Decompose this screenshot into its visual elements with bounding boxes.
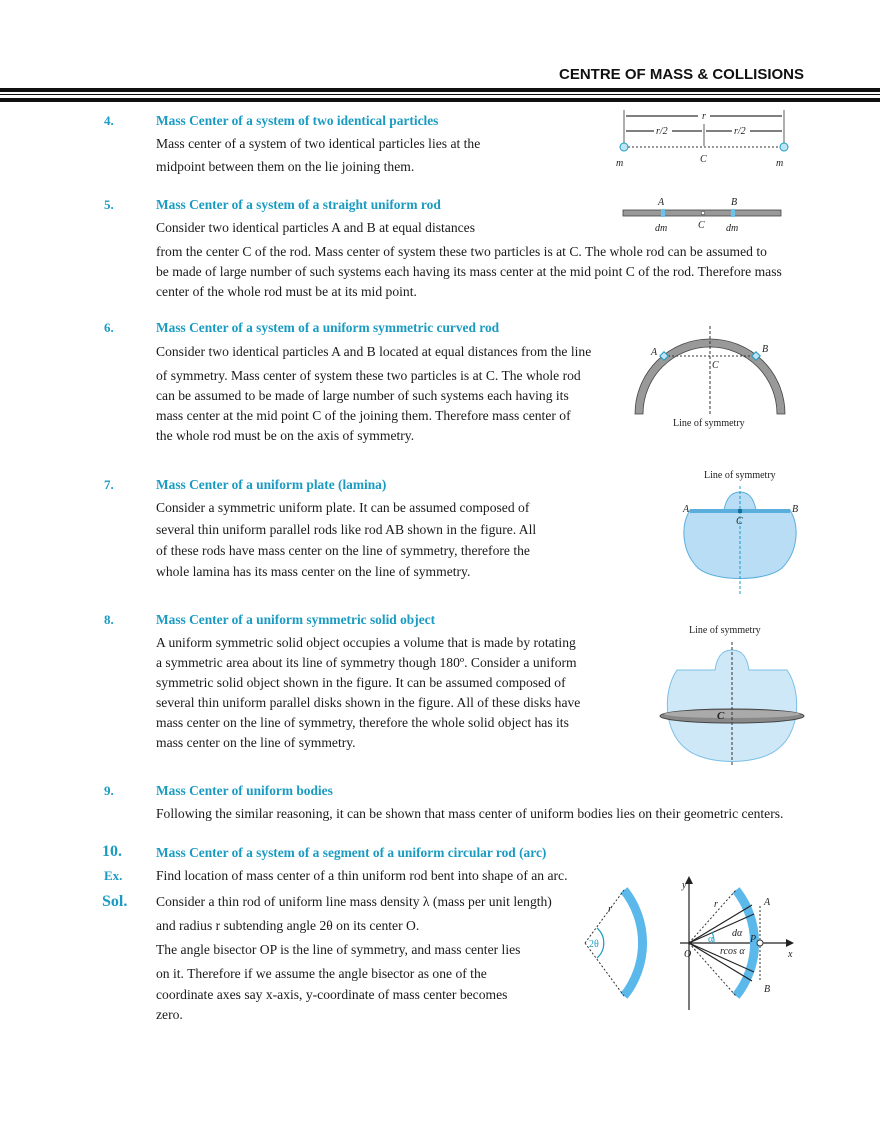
body-line: Mass center of a system of two identical particles lies at the [156, 136, 481, 151]
section-heading: Mass Center of a system of a segment of a uniform circular rod (arc) [156, 845, 547, 860]
label-c: C [736, 516, 743, 527]
label-c: C [712, 360, 719, 371]
label-a: A [683, 504, 690, 515]
label-alpha: α [708, 934, 714, 945]
body-line: can be assumed to be made of large number of such systems each having its [156, 388, 569, 403]
label-rcos-alpha: rcos α [720, 946, 745, 957]
section-number: 7. [104, 477, 114, 492]
label-m: m [776, 158, 784, 169]
body-line: coordinate axes say x-axis, y-coordinate of mass center becomes [156, 987, 508, 1002]
body-line: and radius r subtending angle 2θ on its center O. [156, 918, 420, 933]
body-line: whole lamina has its mass center on the line of symmetry. [156, 564, 471, 579]
arc-right [680, 876, 794, 1010]
body-line: of symmetry. Mass center of system these two particles is at C. The whole rod [156, 368, 581, 383]
section-heading: Mass Center of uniform bodies [156, 783, 333, 798]
curved-rod-figure [620, 322, 800, 434]
body-line: Following the similar reasoning, it can be shown that mass center of uniform bodies lies on their geometric centers. [156, 806, 784, 821]
label-dm: dm [726, 223, 739, 234]
body-line: Consider a symmetric uniform plate. It can be assumed composed of [156, 500, 530, 515]
label-m: m [616, 158, 624, 169]
body-line: symmetric solid object shown in the figure. It can be assumed composed of [156, 675, 566, 690]
body-line: Consider two identical particles A and B located at equal distances from the line [156, 344, 592, 359]
body-line: on it. Therefore if we assume the angle bisector as one of the [156, 966, 487, 981]
header-rule [0, 88, 880, 92]
solid-object-figure [655, 620, 810, 770]
running-header: CENTRE OF MASS & COLLISIONS [558, 66, 804, 83]
body-line: Consider a thin rod of uniform line mass density λ (mass per unit length) [156, 894, 552, 909]
header-rule [0, 94, 880, 95]
body-line: center of the whole rod must be at its mid point. [156, 284, 417, 299]
label-r: r [702, 111, 706, 122]
arc-left [585, 890, 643, 996]
section-number: 9. [104, 783, 114, 798]
label-dalpha: dα [732, 928, 743, 939]
label-p: P [750, 934, 757, 945]
body-line: The angle bisector OP is the line of symmetry, and mass center lies [156, 942, 521, 957]
section-number: 4. [104, 113, 114, 128]
line-of-symmetry-label: Line of symmetry [704, 470, 776, 481]
section-heading: Mass Center of a system of two identical particles [156, 113, 439, 128]
straight-rod-figure [618, 194, 788, 236]
example-label: Ex. [104, 868, 123, 883]
label-2theta: 2θ [589, 939, 599, 950]
header-rule [0, 98, 880, 102]
body-line: midpoint between them on the lie joining them. [156, 159, 415, 174]
body-line: A uniform symmetric solid object occupies a volume that is made by rotating [156, 635, 576, 650]
label-b: B [792, 504, 799, 515]
section-number: 10. [102, 843, 122, 860]
label-x: x [788, 949, 793, 960]
label-a: A [764, 897, 771, 908]
body-line: of these rods have mass center on the line of symmetry, therefore the [156, 543, 530, 558]
section-heading: Mass Center of a uniform plate (lamina) [156, 477, 387, 492]
body-line: mass center on the line of symmetry. [156, 735, 356, 750]
section-heading: Mass Center of a system of a straight uniform rod [156, 197, 441, 212]
label-b: B [762, 344, 769, 355]
label-c: C [717, 710, 725, 722]
label-y: y [682, 880, 687, 891]
label-o: O [684, 949, 692, 960]
label-r: r [608, 904, 612, 915]
label-r-half: r/2 [734, 126, 746, 137]
label-r-half: r/2 [656, 126, 668, 137]
line-of-symmetry-label: Line of symmetry [689, 625, 761, 636]
label-c: C [700, 154, 707, 165]
body-line: mass center on the line of symmetry, therefore the whole solid object has its [156, 715, 569, 730]
body-line: mass center at the mid point C of the joining them. Therefore mass center of [156, 408, 571, 423]
label-b: B [731, 197, 738, 208]
body-line: Consider two identical particles A and B at equal distances [156, 220, 475, 235]
lamina-figure [670, 464, 810, 600]
section-number: 6. [104, 320, 114, 335]
body-line: the whole rod must be on the axis of symmetry. [156, 428, 415, 443]
label-r: r [714, 899, 718, 910]
body-line: a symmetric area about its line of symmetry though 180º. Consider a uniform [156, 655, 577, 670]
body-line: zero. [156, 1007, 183, 1022]
example-text: Find location of mass center of a thin uniform rod bent into shape of an arc. [156, 868, 568, 883]
label-c: C [698, 220, 705, 231]
two-particles-figure [610, 106, 800, 170]
label-b: B [764, 984, 771, 995]
line-of-symmetry-label: Line of symmetry [673, 418, 745, 429]
label-dm: dm [655, 223, 668, 234]
section-heading: Mass Center of a uniform symmetric solid object [156, 612, 436, 627]
section-number: 5. [104, 197, 114, 212]
body-line: from the center C of the rod. Mass center of system these two particles is at C. The whole rod can be assumed to [156, 244, 767, 259]
section-number: 8. [104, 612, 114, 627]
body-line: several thin uniform parallel disks shown in the figure. All of these disks have [156, 695, 581, 710]
label-a: A [651, 347, 658, 358]
body-line: be made of large number of such systems each having its mass center at the mid point C of the rod. Therefore mass [156, 264, 782, 279]
section-heading: Mass Center of a system of a uniform symmetric curved rod [156, 320, 500, 335]
arc-figure [590, 872, 810, 1012]
solution-label: Sol. [102, 893, 128, 910]
label-a: A [658, 197, 665, 208]
body-line: several thin uniform parallel rods like rod AB shown in the figure. All [156, 522, 537, 537]
